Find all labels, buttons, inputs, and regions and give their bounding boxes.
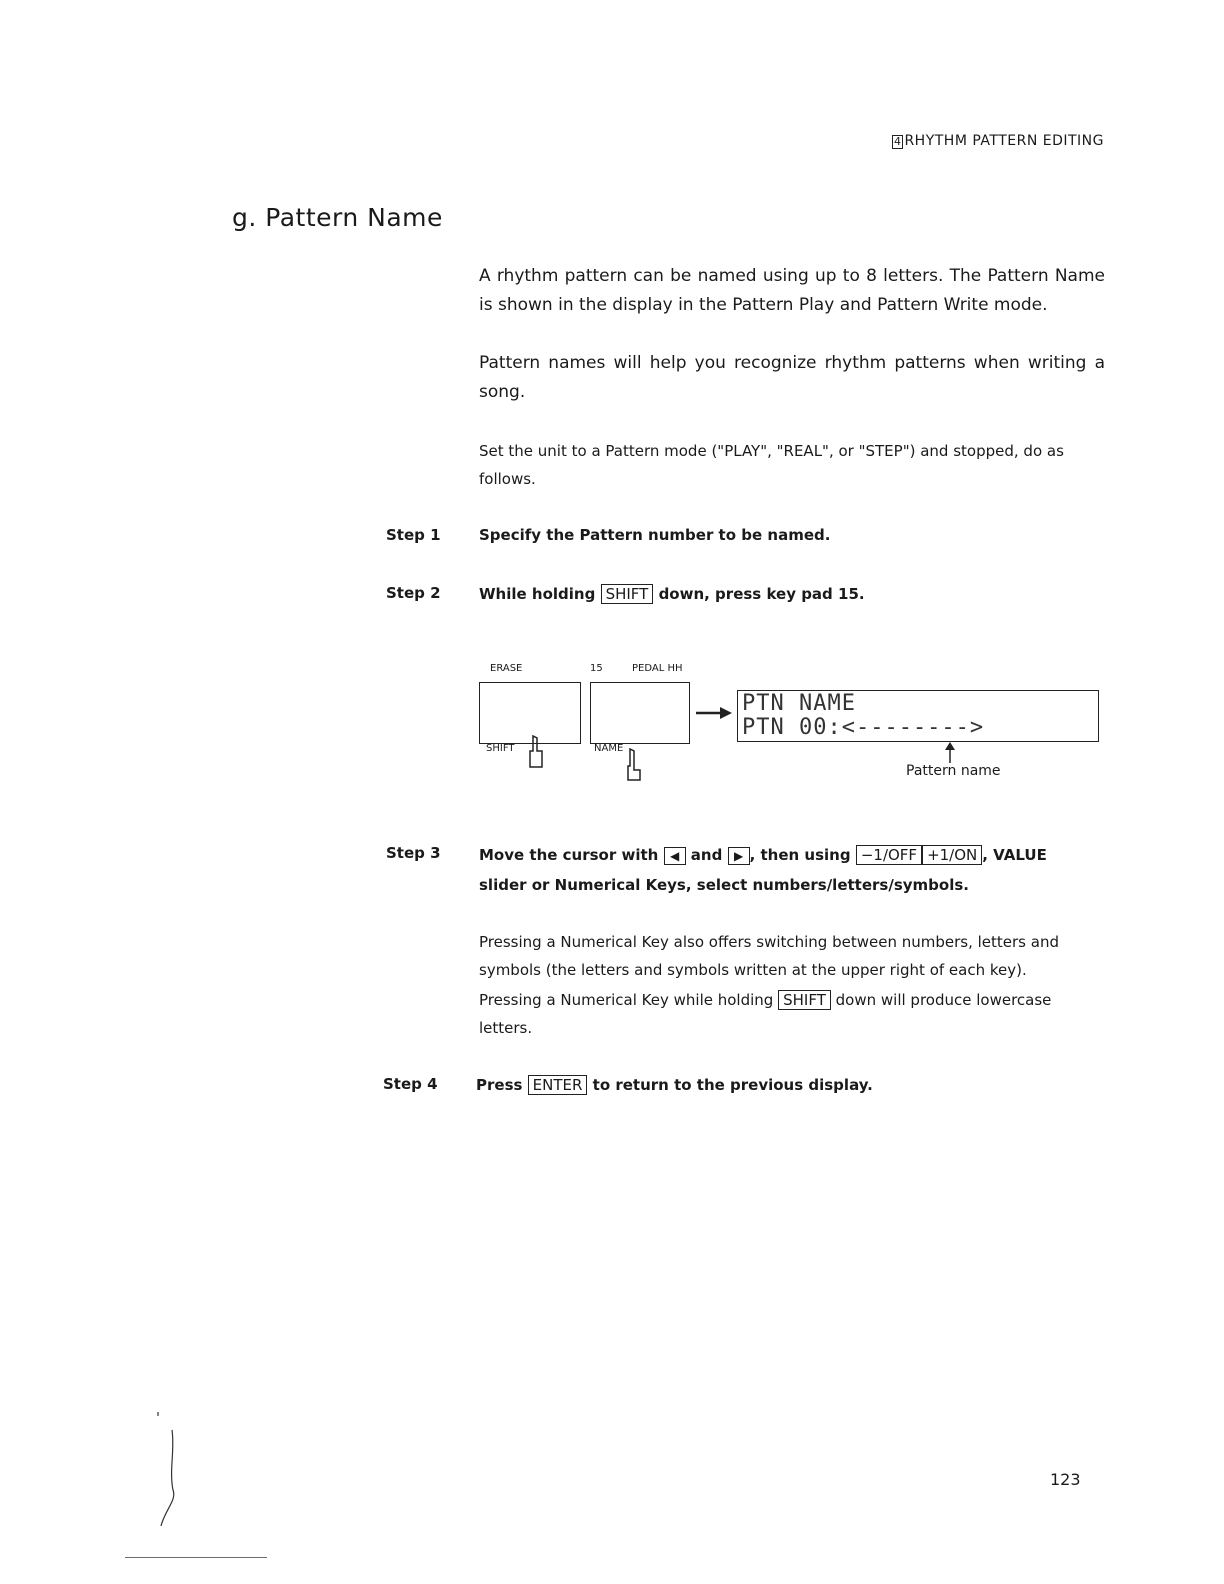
lcd-line-1: PTN NAME xyxy=(742,691,856,716)
lcd-display xyxy=(737,690,1099,742)
step-3-note-b-pre: Pressing a Numerical Key while holding xyxy=(479,991,774,1009)
step-3-line-1 xyxy=(479,840,1105,870)
step-4-pre: Press xyxy=(476,1076,523,1094)
chapter-title: RHYTHM PATTERN EDITING xyxy=(904,133,1104,149)
step-3-note-b xyxy=(479,986,1101,1042)
finger-icon xyxy=(527,735,547,771)
minus-off-key: −1∕OFF xyxy=(856,845,922,865)
step-2-text xyxy=(479,579,1105,609)
step-3-text xyxy=(479,840,1105,900)
step-2-post: down, press key pad 15. xyxy=(658,585,865,603)
step-3-note-a: Pressing a Numerical Key also offers switching between numbers, letters and symbols (the letters and symbols written at the upper right of each key). xyxy=(479,933,1059,979)
cursor-left-icon: ◀ xyxy=(664,847,686,865)
pad1-top-label: ERASE xyxy=(490,663,523,674)
key-pad-15 xyxy=(590,682,690,744)
pad2-top-num: 15 xyxy=(590,663,603,674)
step-3-t4: , VALUE xyxy=(982,846,1047,864)
step-3-note-b-post: down will produce lowercase letters. xyxy=(479,991,1052,1037)
step-4-post: to return to the previous display. xyxy=(592,1076,873,1094)
footer-rule xyxy=(125,1557,267,1558)
plus-on-key: +1∕ON xyxy=(922,845,982,865)
finger-icon xyxy=(625,748,645,784)
shift-key: SHIFT xyxy=(601,584,654,604)
chapter-number: 4 xyxy=(893,135,902,148)
step-3-t3: , then using xyxy=(749,846,851,864)
step-4-text xyxy=(476,1070,1102,1100)
step-3-t2: and xyxy=(690,846,723,864)
step-3-t1: Move the cursor with xyxy=(479,846,659,864)
intro-paragraph-3: Set the unit to a Pattern mode ("PLAY", "REAL", or "STEP") and stopped, do as follows. xyxy=(479,442,1064,488)
pad1-bottom-label: SHIFT xyxy=(486,743,515,754)
step-2-label: Step 2 xyxy=(386,584,441,602)
pad2-bottom-label: NAME xyxy=(594,743,624,754)
enter-key: ENTER xyxy=(528,1075,588,1095)
step-3-label: Step 3 xyxy=(386,844,441,862)
pattern-name-caption: Pattern name xyxy=(906,763,1001,779)
step-1-text: Specify the Pattern number to be named. xyxy=(479,526,831,544)
step-2-pre: While holding xyxy=(479,585,596,603)
chapter-header xyxy=(892,133,1104,149)
intro-paragraph-1: A rhythm pattern can be named using up to 8 letters. The Pattern Name is shown in the display in the Pattern Play and Pattern Write mode. xyxy=(479,266,1105,315)
cursor-right-icon: ▶ xyxy=(728,847,750,865)
step-1-label: Step 1 xyxy=(386,526,441,544)
lcd-line-2: PTN 00:<--------> xyxy=(742,715,985,740)
section-title: g. Pattern Name xyxy=(232,203,443,232)
pad2-top-name: PEDAL HH xyxy=(632,663,683,674)
arrow-up-icon xyxy=(943,742,957,764)
shift-key: SHIFT xyxy=(778,990,831,1010)
step-3-line-2: slider or Numerical Keys, select numbers∕letters∕symbols. xyxy=(479,876,969,894)
arrow-right-icon xyxy=(696,705,734,721)
step-4-label: Step 4 xyxy=(383,1075,438,1093)
intro-paragraph-2: Pattern names will help you recognize rhythm patterns when writing a song. xyxy=(479,353,1105,402)
binding-mark xyxy=(155,1410,185,1530)
page-number: 123 xyxy=(1050,1470,1081,1489)
